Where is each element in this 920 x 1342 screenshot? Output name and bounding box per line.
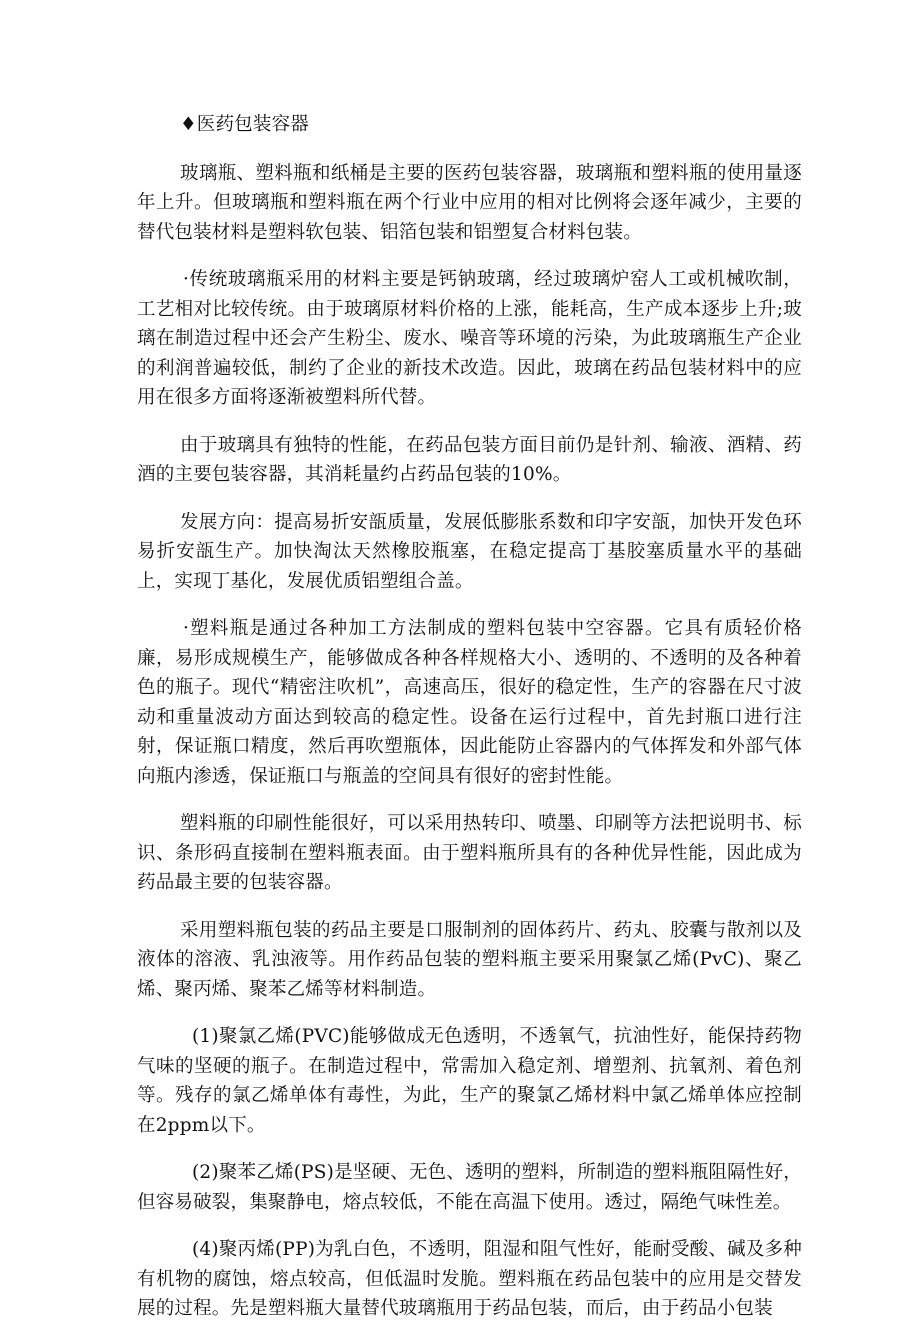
document-body: [137, 110, 802, 1342]
section-heading: ♦医药包装容器: [180, 114, 309, 135]
paragraph-printing: 塑料瓶的印刷性能很好，可以采用热转印、喷墨、印刷等方法把说明书、标识、条形码直接制在塑料瓶表面。由于塑料瓶所具有的各种优异性能，因此成为药品最主要的包装容器。: [137, 813, 802, 893]
paragraph-ps: (2)聚苯乙烯(PS)是坚硬、无色、透明的塑料，所制造的塑料瓶阻隔性好，但容易破裂，集聚静电，熔点较低，不能在高温下使用。透过，隔绝气味性差。: [137, 1162, 802, 1213]
paragraph-overview: 玻璃瓶、塑料瓶和纸桶是主要的医药包装容器，玻璃瓶和塑料瓶的使用量逐年上升。但玻璃瓶和塑料瓶在两个行业中应用的相对比例将会逐年减少，主要的替代包装材料是塑料软包装、铝箔包装和铝塑复合材料包装。: [137, 162, 802, 243]
paragraph-glass-usage: 由于玻璃具有独特的性能，在药品包装方面目前仍是针剂、输液、酒精、药酒的主要包装容器，其消耗量约占药品包装的10%。: [137, 434, 802, 485]
paragraph-materials: 采用塑料瓶包装的药品主要是口服制剂的固体药片、药丸、胶囊与散剂以及液体的溶液、乳浊液等。用作药品包装的塑料瓶主要采用聚氯乙烯(PvC)、聚乙烯、聚丙烯、聚苯乙烯等材料制造。: [137, 919, 802, 1000]
paragraph-plastic-bottle: ·塑料瓶是通过各种加工方法制成的塑料包装中空容器。它具有质轻价格廉，易形成规模生产，能够做成各种各样规格大小、透明的、不透明的及各种着色的瓶子。现代“精密注吹机”，高速高压，很好的稳定性，生产的容器在尺寸波动和重量波动方面达到较高的稳定性。设备在运行过程中，首先封瓶口进行注射，保证瓶口精度，然后再吹塑瓶体，因此能防止容器内的气体挥发和外部气体向瓶内渗透，保证瓶口与瓶盖的空间具有很好的密封性能。: [137, 618, 802, 787]
paragraph-glass-bottle: ·传统玻璃瓶采用的材料主要是钙钠玻璃，经过玻璃炉窑人工或机械吹制，工艺相对比较传统。由于玻璃原材料价格的上涨，能耗高，生产成本逐步上升;玻璃在制造过程中还会产生粉尘、废水、噪音等环境的污染，为此玻璃瓶生产企业的利润普遍较低，制约了企业的新技术改造。因此，玻璃在药品包装材料中的应用在很多方面将逐渐被塑料所代替。: [137, 269, 802, 408]
paragraph-development-direction: 发展方向：提高易折安瓿质量，发展低膨胀系数和印字安瓿，加快开发色环易折安瓿生产。加快淘汰天然橡胶瓶塞，在稳定提高丁基胶塞质量水平的基础上，实现丁基化，发展优质铝塑组合盖。: [137, 511, 802, 592]
paragraph-pvc: (1)聚氯乙烯(PVC)能够做成无色透明，不透氧气，抗油性好，能保持药物气味的坚硬的瓶子。在制造过程中，常需加入稳定剂、增塑剂、抗氧剂、着色剂等。残存的氯乙烯单体有毒性，为此，生产的聚氯乙烯材料中氯乙烯单体应控制在2ppm以下。: [137, 1026, 802, 1136]
paragraph-pp: (4)聚丙烯(PP)为乳白色，不透明，阻湿和阻气性好，能耐受酸、碱及多种有机物的腐蚀，熔点较高，但低温时发脆。塑料瓶在药品包装中的应用是交替发展的过程。先是塑料瓶大量替代玻璃瓶用于药品包装，而后，由于药品小包装: [137, 1239, 802, 1319]
